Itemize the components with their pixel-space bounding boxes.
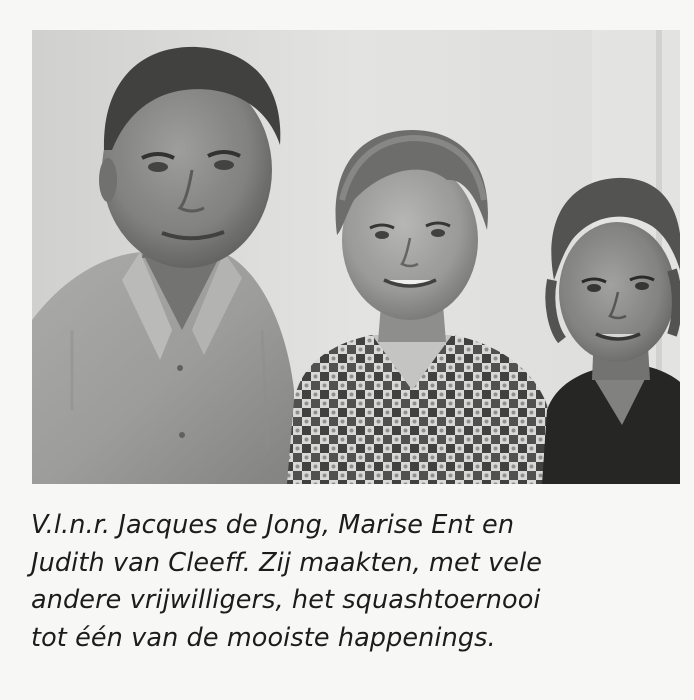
caption-line-3: andere vrijwilligers, het squashtoernooi — [31, 585, 541, 615]
photo-caption — [31, 507, 681, 657]
caption-line-4: tot één van de mooiste happenings. — [31, 622, 496, 653]
group-photo-image — [32, 30, 680, 484]
caption-line-1: V.l.n.r. Jacques de Jong, Marise Ent en — [31, 510, 515, 540]
group-photo — [32, 30, 680, 484]
caption-line-2: Judith van Cleeff. Zij maakten, met vele — [31, 547, 543, 578]
